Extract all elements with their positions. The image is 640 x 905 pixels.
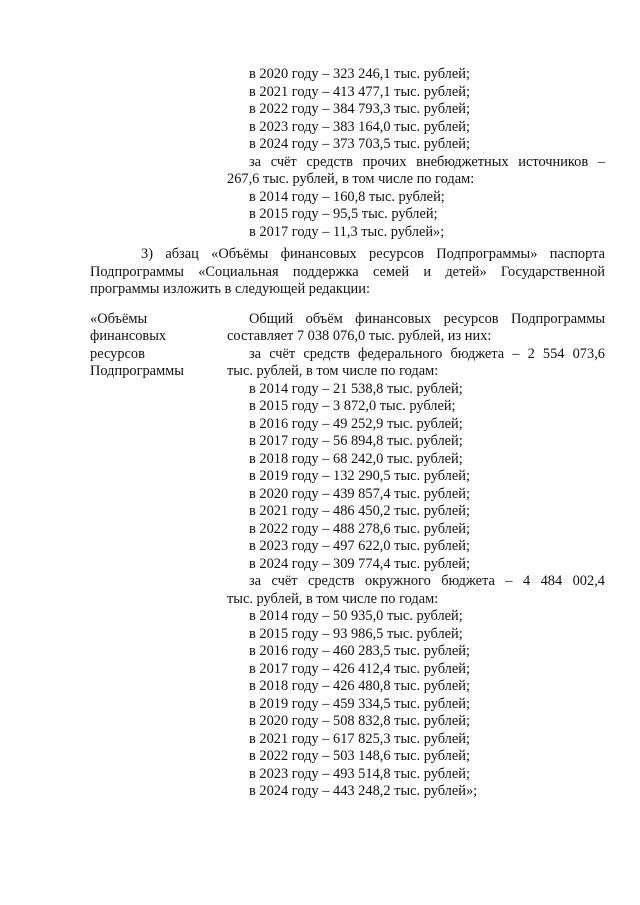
left-label-line: «Объёмы bbox=[90, 311, 148, 327]
year-line: в 2022 году – 384 793,3 тыс. рублей; bbox=[249, 101, 470, 117]
year-line: в 2017 году – 11,3 тыс. рублей»; bbox=[249, 224, 445, 240]
year-line: в 2015 году – 95,5 тыс. рублей; bbox=[249, 206, 438, 222]
year-line: в 2017 году – 56 894,8 тыс. рублей; bbox=[249, 433, 463, 449]
year-line: в 2020 году – 439 857,4 тыс. рублей; bbox=[249, 486, 470, 502]
district-line: тыс. рублей, в том числе по годам: bbox=[227, 591, 439, 607]
item3-line: 3) абзац «Объёмы финансовых ресурсов Подпрограммы» паспорта bbox=[141, 246, 605, 262]
year-line: в 2014 году – 160,8 тыс. рублей; bbox=[249, 189, 445, 205]
year-line: в 2024 году – 373 703,5 тыс. рублей; bbox=[249, 136, 470, 152]
year-line: в 2014 году – 21 538,8 тыс. рублей; bbox=[249, 381, 463, 397]
year-line: в 2021 году – 486 450,2 тыс. рублей; bbox=[249, 503, 470, 519]
year-line: в 2023 году – 383 164,0 тыс. рублей; bbox=[249, 119, 470, 135]
year-line: в 2021 году – 413 477,1 тыс. рублей; bbox=[249, 84, 470, 100]
year-line: в 2023 году – 497 622,0 тыс. рублей; bbox=[249, 538, 470, 554]
year-line: в 2024 году – 309 774,4 тыс. рублей; bbox=[249, 556, 470, 572]
year-line: в 2016 году – 460 283,5 тыс. рублей; bbox=[249, 643, 470, 659]
item3-line: программы изложить в следующей редакции: bbox=[90, 281, 370, 297]
other-sources-line: 267,6 тыс. рублей, в том числе по годам: bbox=[227, 171, 475, 187]
item3-line: Подпрограммы «Социальная поддержка семей и детей» Государственной bbox=[90, 264, 605, 280]
year-line: в 2022 году – 503 148,6 тыс. рублей; bbox=[249, 748, 470, 764]
left-label-line: финансовых bbox=[90, 328, 167, 344]
year-line: в 2017 году – 426 412,4 тыс. рублей; bbox=[249, 661, 470, 677]
other-sources-line: за счёт средств прочих внебюджетных источников – bbox=[249, 154, 605, 170]
year-line: в 2015 году – 93 986,5 тыс. рублей; bbox=[249, 626, 463, 642]
total-line: Общий объём финансовых ресурсов Подпрограммы bbox=[249, 311, 605, 327]
year-line: в 2019 году – 132 290,5 тыс. рублей; bbox=[249, 468, 470, 484]
year-line: в 2022 году – 488 278,6 тыс. рублей; bbox=[249, 521, 470, 537]
year-line: в 2020 году – 323 246,1 тыс. рублей; bbox=[249, 66, 470, 82]
year-line: в 2018 году – 68 242,0 тыс. рублей; bbox=[249, 451, 463, 467]
year-line: в 2015 году – 3 872,0 тыс. рублей; bbox=[249, 398, 456, 414]
year-line: в 2024 году – 443 248,2 тыс. рублей»; bbox=[249, 783, 478, 799]
year-line: в 2019 году – 459 334,5 тыс. рублей; bbox=[249, 696, 470, 712]
year-line: в 2014 году – 50 935,0 тыс. рублей; bbox=[249, 608, 463, 624]
year-line: в 2018 году – 426 480,8 тыс. рублей; bbox=[249, 678, 470, 694]
year-line: в 2016 году – 49 252,9 тыс. рублей; bbox=[249, 416, 463, 432]
year-line: в 2020 году – 508 832,8 тыс. рублей; bbox=[249, 713, 470, 729]
left-label-line: ресурсов bbox=[90, 346, 145, 362]
year-line: в 2021 году – 617 825,3 тыс. рублей; bbox=[249, 731, 470, 747]
total-line: составляет 7 038 076,0 тыс. рублей, из них: bbox=[227, 328, 492, 344]
district-line: за счёт средств окружного бюджета – 4 484 002,4 bbox=[249, 573, 605, 589]
federal-line: тыс. рублей, в том числе по годам: bbox=[227, 363, 439, 379]
year-line: в 2023 году – 493 514,8 тыс. рублей; bbox=[249, 766, 470, 782]
left-label-line: Подпрограммы bbox=[90, 363, 184, 379]
federal-line: за счёт средств федерального бюджета – 2 554 073,6 bbox=[249, 346, 605, 362]
